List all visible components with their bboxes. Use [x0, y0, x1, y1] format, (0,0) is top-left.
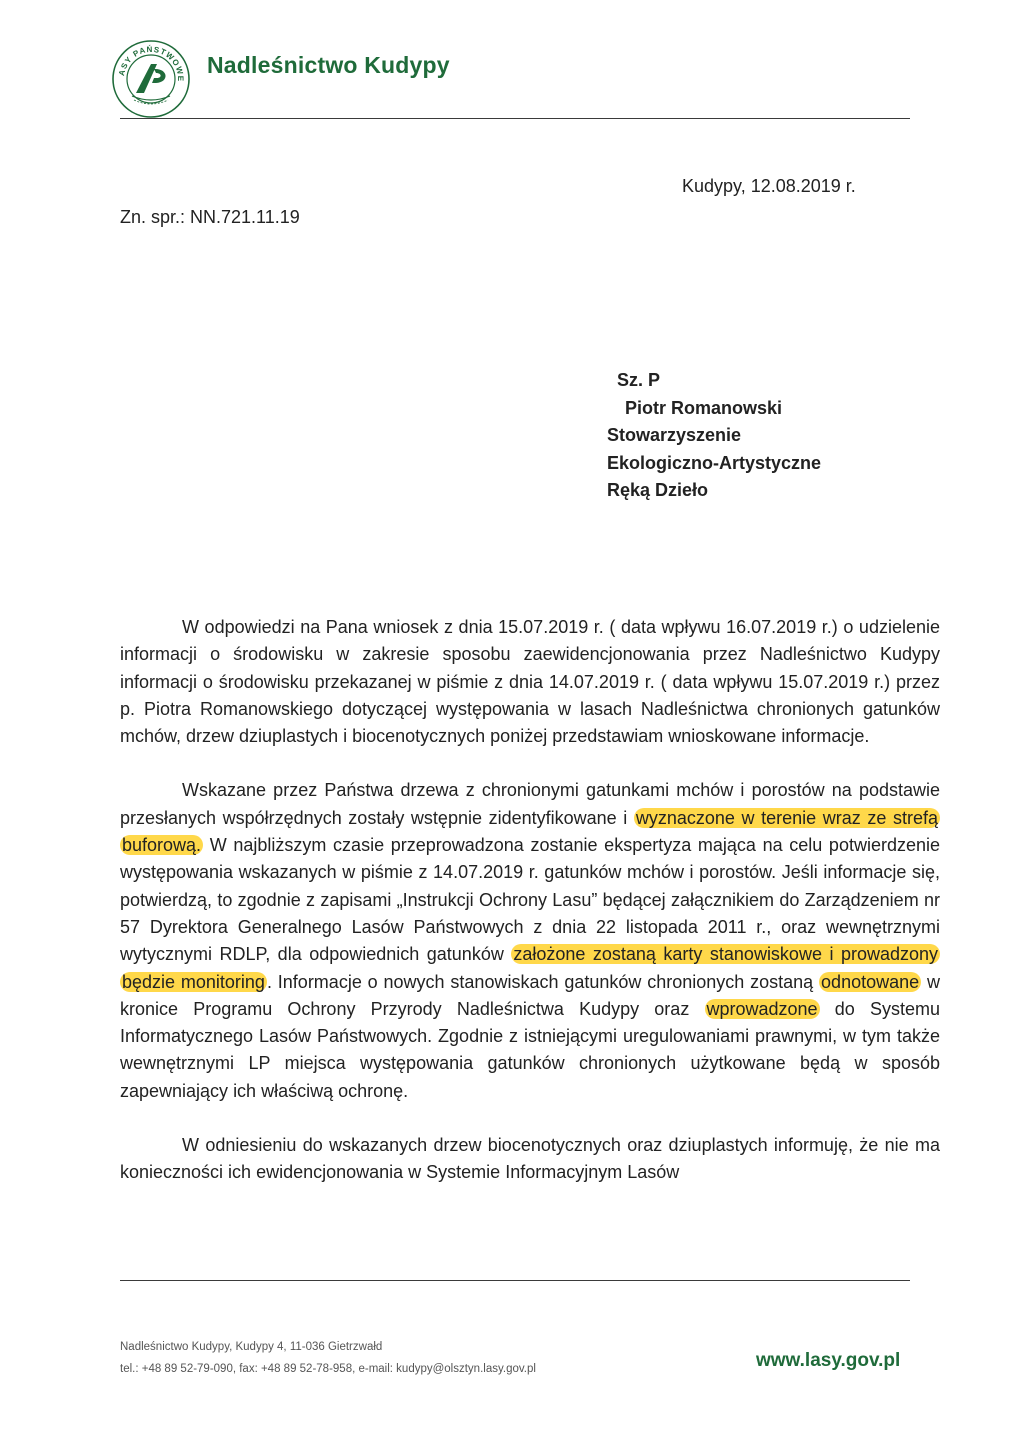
recipient-org-line-1: Stowarzyszenie — [607, 425, 742, 445]
lasy-panstwowe-logo-icon — [110, 38, 192, 120]
body-paragraph-2-text-e: do Systemu Informatycznego Lasów Państwowych. Zgodnie z istniejącymi uregulowaniami prawnymi, w tym także wewnętrznymi LP miejsca występowania gatunków chronionych użytkowane będą w sposób zapewniający ich właściwą ochronę. — [120, 998, 940, 1101]
body-paragraph-2 — [120, 777, 940, 1105]
organization-name: Nadleśnictwo Kudypy — [207, 52, 450, 78]
recipient-salutation: Sz. P — [617, 370, 661, 390]
recipient-org-line-2: Ekologiczno-Artystyczne — [607, 452, 822, 473]
header-divider — [120, 118, 910, 119]
place-and-date: Kudypy, 12.08.2019 r. — [682, 176, 856, 196]
recipient-name: Piotr Romanowski — [625, 397, 783, 418]
body-paragraph-2-text-b: W najbliższym czasie przeprowadzona zostanie ekspertyza mająca na celu potwierdzenie występowania wskazanych w piśmie z 14.07.2019 r. gatunków mchów i porostów. Jeśli informacje się, potwierdzą, to zgodnie z zapisami „Instrukcji Ochrony Lasu” będącej załącznikiem do Zarządzeniem nr 57 Dyrektora Generalnego Lasów Państwowych z dnia 22 listopada 2011 r., oraz wewnętrznymi wytycznymi RDLP, dla odpowiednich gatunków — [120, 835, 940, 965]
case-number: Zn. spr.: NN.721.11.19 — [120, 207, 300, 227]
recipient-block — [607, 367, 821, 505]
footer-address-line: Nadleśnictwo Kudypy, Kudypy 4, 11-036 Gietrzwałd — [120, 1341, 383, 1353]
footer-contact — [120, 1336, 536, 1380]
body-paragraph-2-text-c: . Informacje o nowych stanowiskach gatunków chronionych zostaną — [266, 971, 820, 992]
body-paragraph-1: W odpowiedzi na Pana wniosek z dnia 15.07.2019 r. ( data wpływu 16.07.2019 r.) o udzielenie informacji o środowisku w zakresie sposobu zaewidencjonowania przez Nadleśnictwo Kudypy informacji o środowisku przekazanej w piśmie z dnia 14.07.2019 r. ( data wpływu 15.07.2019 r.) przez p. Piotra Romanowskiego dotyczącej występowania w lasach Nadleśnictwa chronionych gatunków mchów, drzew dziuplastych i biocenotycznych poniżej przedstawiam wnioskowane informacje. — [120, 617, 940, 747]
highlighted-text: odnotowane — [821, 971, 920, 992]
body-paragraph-2-text-a: Wskazane przez Państwa drzewa z chronionymi gatunkami mchów i porostów na podstawie przesłanych współrzędnych zostały wstępnie zidentyfikowane i — [120, 780, 940, 828]
highlighted-text: założone zostaną karty stanowiskowe i prowadzony będzie monitoring — [122, 944, 938, 992]
footer-divider — [120, 1280, 910, 1281]
body-paragraph-3: W odniesieniu do wskazanych drzew biocenotycznych oraz dziuplastych informuję, że nie ma konieczności ich ewidencjonowania w Systemie Informacyjnym Lasów — [120, 1135, 940, 1183]
highlighted-text: wyznaczone w terenie wraz ze strefą buforową. — [122, 807, 938, 856]
recipient-org-line-3: Ręką Dzieło — [607, 480, 709, 500]
body-paragraph-2-text-d: w kronice Programu Ochrony Przyrody Nadleśnictwa Kudypy oraz — [120, 971, 940, 1019]
svg-text:LASY PAŃSTWOWE: ASY PAŃSTWOWE — [117, 44, 186, 83]
highlighted-text: wprowadzone — [706, 998, 818, 1019]
footer-website-link[interactable]: www.lasy.gov.pl — [756, 1350, 901, 1371]
footer-phone-email-line: tel.: +48 89 52-79-090, fax: +48 89 52-78-958, e-mail: kudypy@olsztyn.lasy.gov.pl — [120, 1363, 536, 1375]
letter-body — [120, 614, 940, 1214]
